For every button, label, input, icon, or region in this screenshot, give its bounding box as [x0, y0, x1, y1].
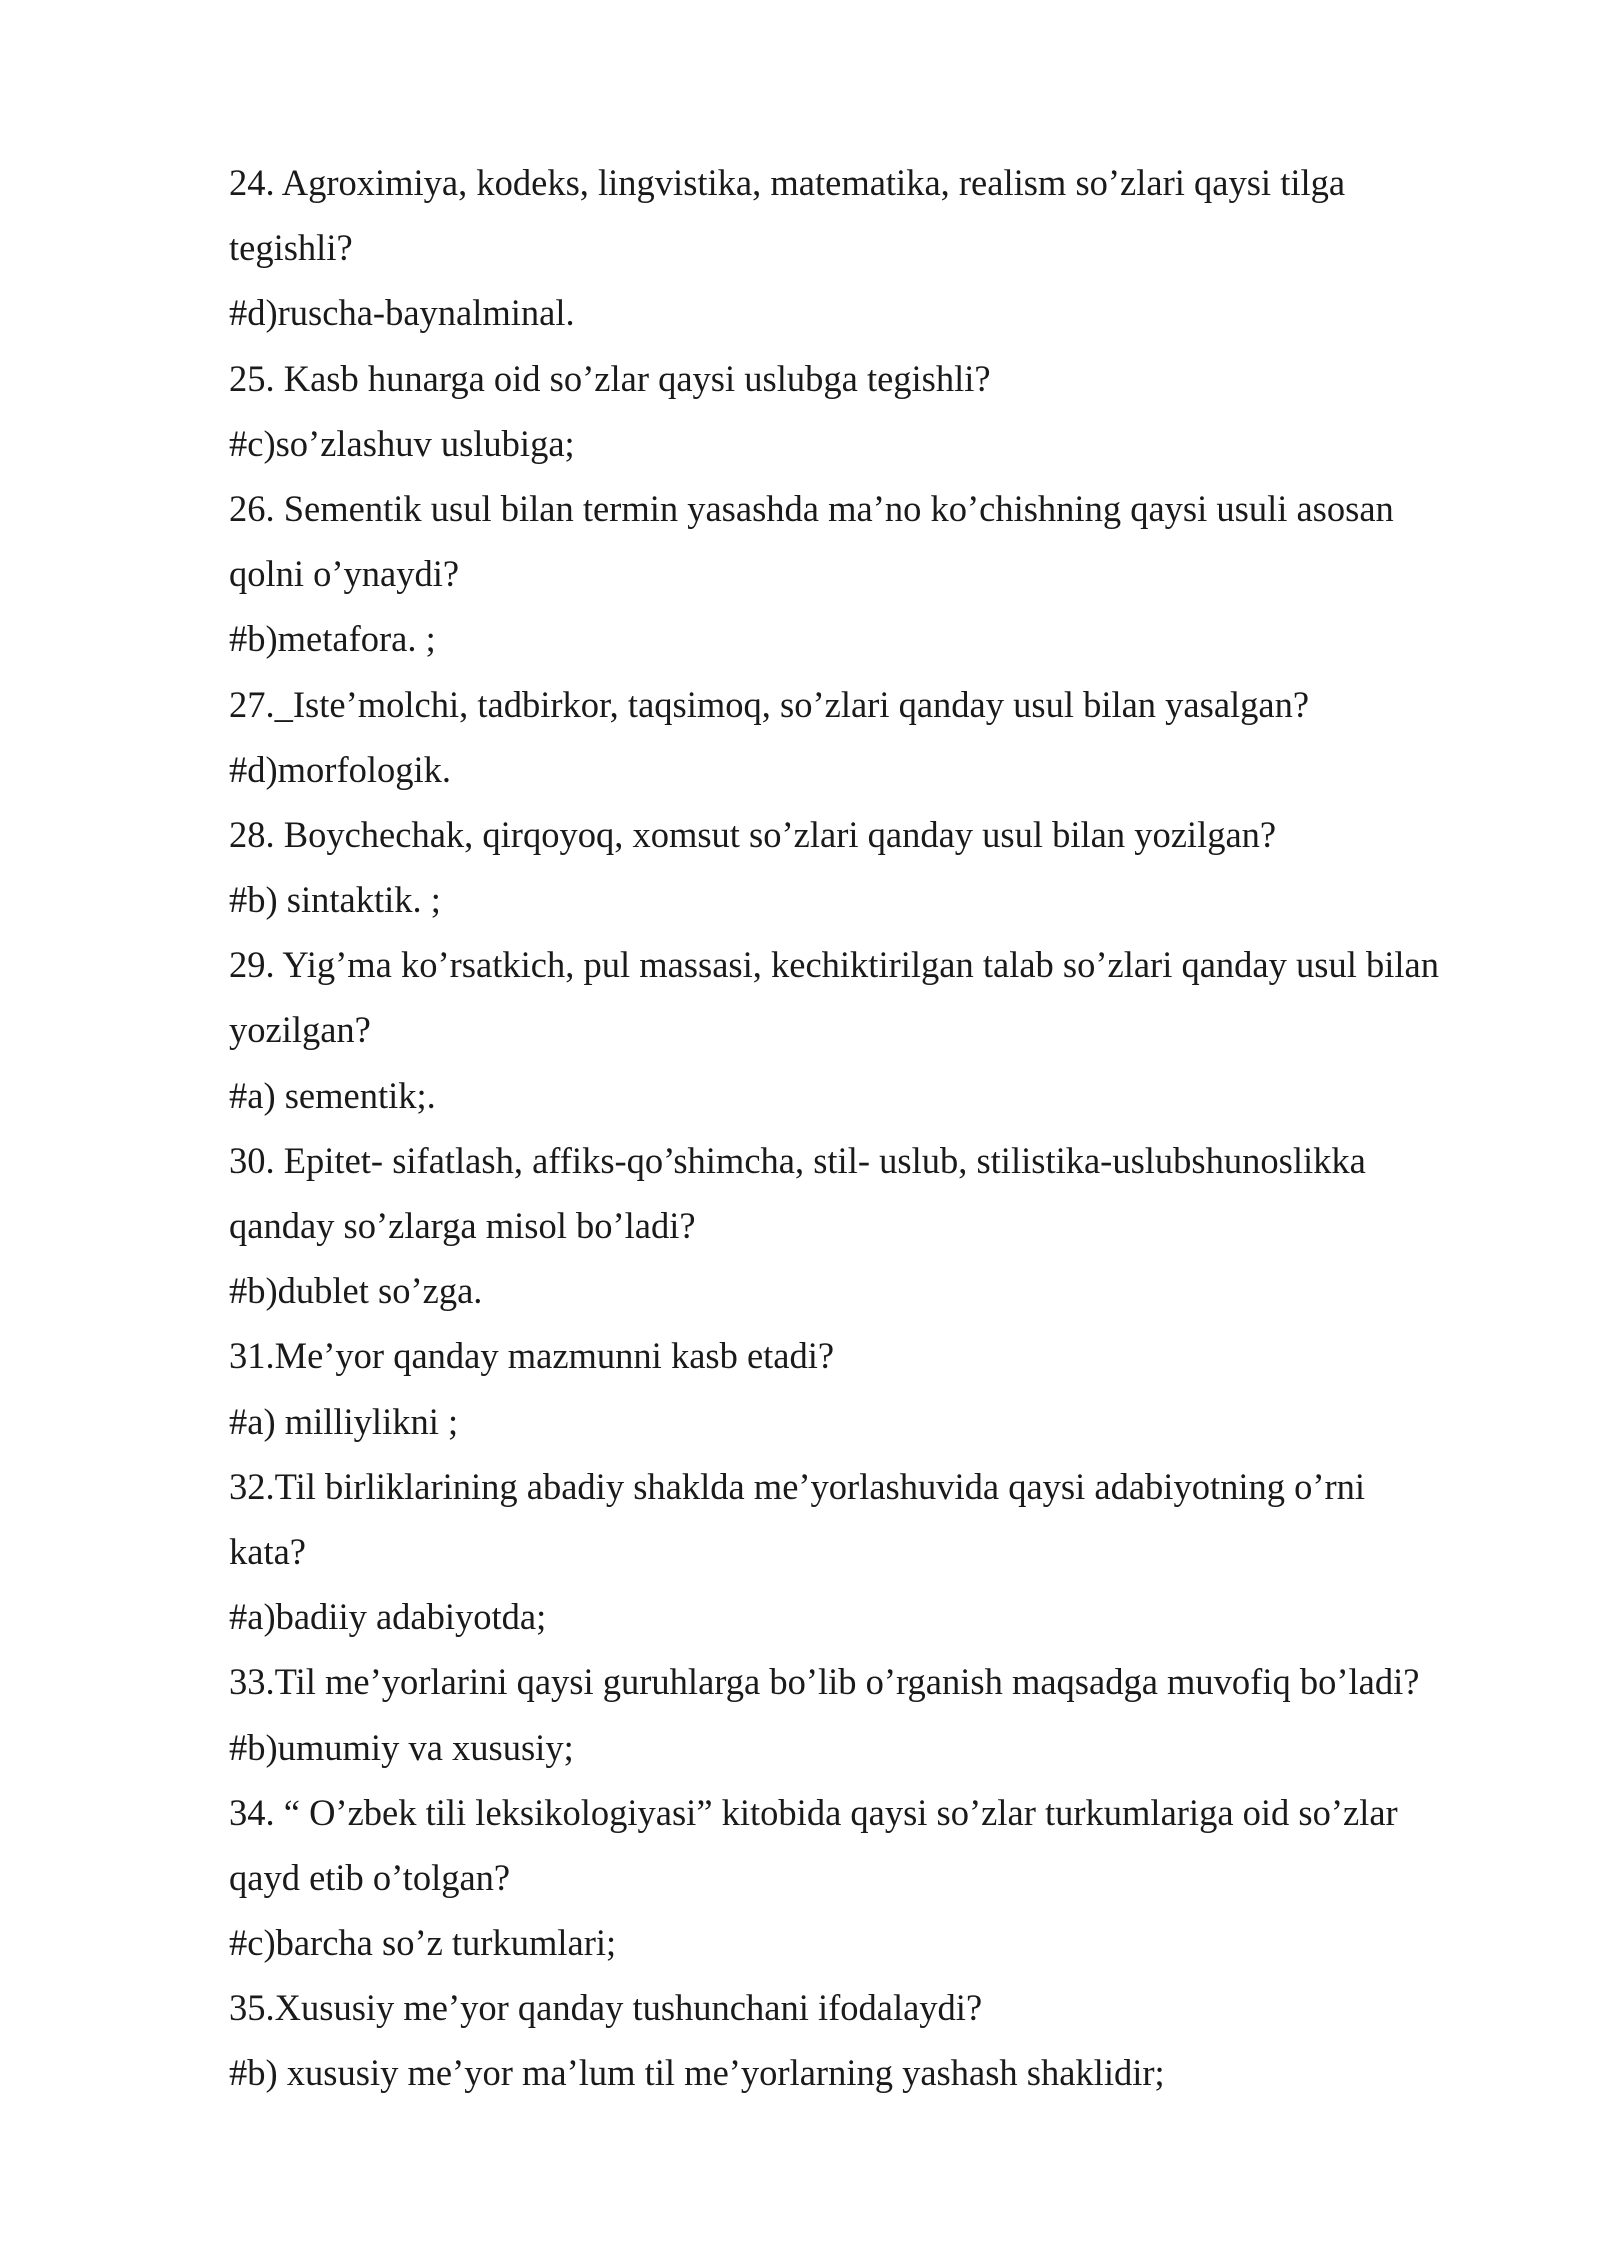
question-33: 33.Til me’yorlarini qaysi guruhlarga bo’lib o’rganish maqsadga muvofiq bo’ladi? [229, 1661, 1420, 1703]
answer-27: #d)morfologik. [229, 748, 452, 790]
answer-35: #b) xususiy me’yor ma’lum til me’yorlarning yashash shaklidir; [229, 2052, 1165, 2094]
question-30-line-2: qanday so’zlarga misol bo’ladi? [229, 1205, 696, 1246]
question-32-line-1: 32.Til birliklarining abadiy shaklda me’yorlashuvida qaysi adabiyotning o’rni [229, 1465, 1366, 1507]
question-24-line-1: 24. Agroximiya, kodeks, lingvistika, matematika, realism so’zlari qaysi tilga [229, 162, 1346, 203]
answer-25: #c)so’zlashuv uslubiga; [229, 422, 575, 464]
answer-31: #a) milliylikni ; [229, 1400, 459, 1442]
answer-30: #b)dublet so’zga. [229, 1270, 483, 1312]
question-30-line-1: 30. Epitet- sifatlash, affiks-qo’shimcha, stil- uslub, stilistika-uslubshunoslikka [229, 1139, 1366, 1181]
answer-24: #d)ruscha-baynalminal. [229, 292, 575, 334]
question-34-line-1: 34. “ O’zbek tili leksikologiyasi” kitobida qaysi so’zlar turkumlariga oid so’zlar [229, 1791, 1398, 1833]
question-31: 31.Me’yor qanday mazmunni kasb etadi? [229, 1335, 835, 1377]
answer-29: #a) sementik;. [229, 1074, 436, 1116]
question-25: 25. Kasb hunarga oid so’zlar qaysi uslubga tegishli? [229, 357, 991, 399]
answer-34: #c)barcha so’z turkumlari; [229, 1922, 617, 1964]
question-27: 27._Iste’molchi, tadbirkor, taqsimoq, so’zlari qanday usul bilan yasalgan? [229, 683, 1310, 725]
answer-33: #b)umumiy va xususiy; [229, 1726, 574, 1768]
question-34-line-2: qayd etib o’tolgan? [229, 1856, 511, 1898]
question-26-line-1: 26. Sementik usul bilan termin yasashda ma’no ko’chishning qaysi usuli asosan [229, 487, 1394, 529]
question-29-line-1: 29. Yig’ma ko’rsatkich, pul massasi, kechiktirilgan talab so’zlari qanday usul bilan [229, 944, 1439, 986]
answer-32: #a)badiiy adabiyotda; [229, 1596, 547, 1638]
document-body [229, 150, 1509, 2106]
question-35: 35.Xususiy me’yor qanday tushunchani ifodalaydi? [229, 1987, 983, 2029]
question-29-line-2: yozilgan? [229, 1009, 371, 1051]
question-26-line-2: qolni o’ynaydi? [229, 553, 460, 595]
question-24-line-2: tegishli? [229, 227, 353, 269]
question-32-line-2: kata? [229, 1530, 306, 1572]
answer-26: #b)metafora. ; [229, 618, 436, 660]
question-28: 28. Boychechak, qirqoyoq, xomsut so’zlari qanday usul bilan yozilgan? [229, 813, 1277, 855]
answer-28: #b) sintaktik. ; [229, 879, 441, 921]
